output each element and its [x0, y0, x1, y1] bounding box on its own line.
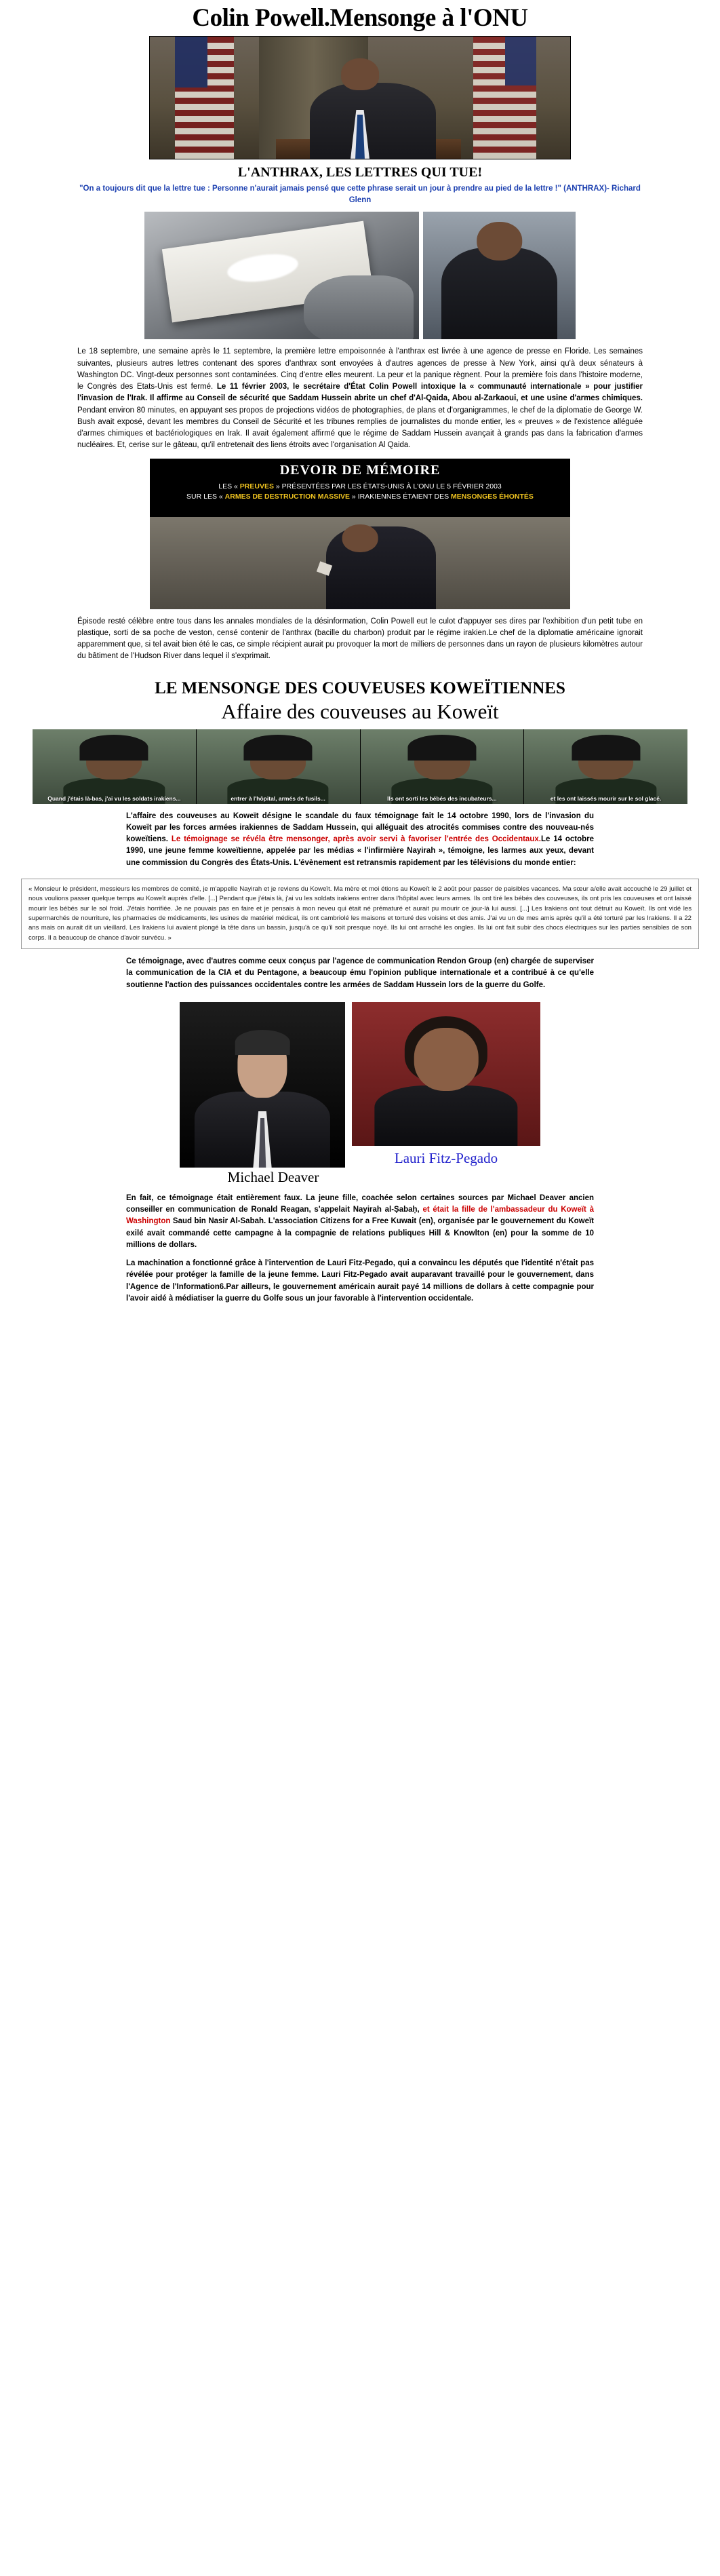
video-sub-mid: » PRÉSENTÉES PAR LES ÉTATS-UNIS À L'ONU LE 5 FÉVRIER 2003	[273, 482, 502, 491]
rendon-paragraph: Ce témoignage, avec d'autres comme ceux conçus par l'agence de communication Rendon Group (en) chargée de superviser la communication de la CIA et du Pentagone, a beaucoup ému l'opinion publique internationale et a contribué à ce qu'elle soutienne l'action des puissances occidentales contre les armées de Saddam Hussein lors de la guerre du Golfe.	[126, 957, 594, 989]
final-p1-highlight2: commandé cette campagne	[168, 1229, 274, 1237]
anthrax-photo-row	[0, 212, 720, 339]
video-sub-pre: LES «	[218, 482, 240, 491]
rendon-group-text	[126, 949, 594, 998]
final-p1a: En fait, ce témoignage était entièrement faux. La jeune fille, coachée selon certaines sources par Michael Deaver ancien conseiller en communication de Ronald Reagan, s'appelait Nayirah al-Ṣabaḥ,	[126, 1193, 594, 1214]
kuwait-heading-1: LE MENSONGE DES COUVEUSES KOWEÏTIENNES	[155, 678, 565, 697]
video-sub2-mensonges: MENSONGES ÉHONTÉS	[451, 492, 534, 501]
video-title: DEVOIR DE MÉMOIRE	[279, 462, 441, 478]
deaver-caption: Michael Deaver	[227, 1168, 319, 1185]
kuwait-heading-2: Affaire des couveuses au Koweït	[221, 699, 499, 723]
filmstrip-caption: Quand j'étais là-bas, j'ai vu les soldats irakiens...	[47, 794, 181, 802]
final-p1c: à la compagnie de relations publiques Hill & Knowlton (en) pour la somme de 10 millions de dollars.	[126, 1229, 594, 1249]
pegado-caption: Lauri Fitz-Pegado	[394, 1149, 498, 1166]
nayirah-testimony-quote: « Monsieur le président, messieurs les membres de comité, je m'appelle Nayirah et je reviens du Koweït. Ma mère et moi étions au Koweït le 2 août pour passer de paisibles vacances. Ma sœur a/elle avait accouché le 29 juillet et nous voulions passer quelque temps au Koweït auprès d'elle. [...] Pendant que j'étais là, j'ai vu les soldats irakiens entrer dans l'hôpital avec leurs armes. Ils ont tiré les bébés des couveuses, ils ont pris les couveuses et ont laissé mourir les bébés sur le sol froid. J'étais horrifiée. Je ne pouvais pas en faire et je pensais à mon neveu qui était né prématuré et aurait pu mourir ce jour-là lui aussi. [...] Les Irakiens ont tout détruit au Koweït. Ils ont vidé les supermarchés de nourriture, les pharmacies de médicaments, les usines de matériel médical, ils ont cambriolé les maisons et torturé des voisins et des amis. J'ai vu un de mes amis après qu'il a été torturé par les Irakiens. Il a 22 ans mais on aurait dit un vieillard. Les Irakiens lui avaient plongé la tête dans un bassin, jusqu'à ce qu'il soit presque noyé. Ils lui ont arraché les ongles. Ils lui ont fait subir des chocs électriques sur les parties sensibles de son corps. Il a beaucoup de chance d'avoir survécu. »	[21, 879, 699, 949]
page-title: Colin Powell.Mensonge à l'ONU	[192, 4, 528, 32]
devoir-de-memoire-video[interactable]	[150, 459, 570, 609]
anthrax-heading: L'ANTHRAX, LES LETTRES QUI TUE!	[237, 164, 483, 180]
filmstrip-frame	[197, 729, 361, 804]
colin-powell-podium-photo	[149, 36, 571, 159]
people-photo-row	[0, 998, 720, 1168]
filmstrip-caption: et les ont laissés mourir sur le sol glacé.	[550, 794, 662, 802]
powell-portrait-photo	[423, 212, 576, 339]
episode-text-block	[77, 609, 643, 670]
video-sub2-adm: ARMES DE DESTRUCTION MASSIVE	[224, 492, 351, 501]
filmstrip-frame	[33, 729, 197, 804]
filmstrip-frame	[524, 729, 687, 804]
nayirah-testimony-filmstrip	[33, 729, 687, 804]
video-sub-preuves: PREUVES	[239, 482, 274, 491]
michael-deaver-photo	[180, 1002, 345, 1168]
anthrax-article-text	[77, 339, 643, 458]
final-p2: La machination a fonctionné grâce à l'intervention de Lauri Fitz-Pegado, qui a convaincu les députés que l'identité n'était pas révélée pour protéger la famille de la jeune femme. Lauri Fitz-Pegado avait auparavant travaillé pour le gouvernement, dans l'Agence de l'Information6.Par ailleurs, le gouvernement américain aurait payé 14 millions de dollars à cette compagnie pour l'avoir aidé à médiatiser la guerre du Golfe sous un jour favorable à l'intervention occidentale.	[126, 1259, 594, 1303]
filmstrip-caption: Ils ont sorti les bébés des incubateurs...	[387, 794, 497, 802]
anthrax-paragraph-2: Le 11 février 2003, le secrétaire d'État Colin Powell intoxique la « communauté internationale » pour justifier l'invasion de l'Irak. Il affirme au Conseil de sécurité que Saddam Hussein abrite un chef d'Al-Qaida, Abou al-Zarkaoui, et une usine d'armes chimiques.	[77, 383, 643, 403]
anthrax-paragraph-1: Le 18 septembre, une semaine après le 11 septembre, la première lettre empoisonnée à l'anthrax est livrée à une agence de presse en Floride. Les semaines suivantes, plusieurs autres lettres contenant des spores d'anthrax sont envoyées à d'autres agences de presse à New York, ainsi qu'à deux sénateurs à Washington DC. Vingt-deux personnes sont contaminées. Cinq d'entre elles meurent. La peur et la panique règnent. Pour la première fois dans l'histoire moderne, le Congrès des Etats-Unis est fermé.	[77, 347, 643, 391]
video-sub2-pre: SUR LES «	[186, 492, 225, 501]
kuwait-intro-text	[126, 804, 594, 876]
filmstrip-frame	[361, 729, 525, 804]
kuwait-p1b: Le témoignage se révéla être mensonger, après avoir servi à favoriser l'entrée des Occidentaux.	[171, 835, 541, 844]
final-text-block	[126, 1186, 594, 1318]
lauri-fitz-pegado-photo	[352, 1002, 540, 1146]
filmstrip-caption: entrer à l'hôpital, armés de fusils...	[231, 794, 325, 802]
kuwait-p1a: L'affaire des couveuses au Koweït désigne le scandale du faux témoignage fait le 14 octobre 1990, lors de l'invasion du Koweït par les forces armées irakiennes de Saddam Hussein, qui alléguait des atrocités commises contre des nouveau-nés koweïtiens.	[126, 811, 594, 844]
final-p1-highlight: et était la fille de l'ambassadeur du Koweït à Washington	[126, 1206, 594, 1226]
kuwait-p1c: Le 14 octobre 1990, une jeune femme koweïtienne, appelée par les médias « l'infirmière Nayirah », témoigne, les larmes aux yeux, devant une commission du Congrès des États-Unis. L'évènement est retransmis rapidement par les télévisions du monde entier:	[126, 835, 595, 867]
anthrax-quote: "On a toujours dit que la lettre tue : Personne n'aurait jamais pensé que cette phrase serait un jour à prendre au pied de la lettre !" (ANTHRAX)- Richard Glenn	[79, 184, 641, 205]
anthrax-paragraph-3: Pendant environ 80 minutes, en appuyant ses propos de projections vidéos de photographies, de plans et d'organigrammes, le chef de la diplomatie de George W. Bush avait exposé, devant les membres du Conseil de Sécurité et les tribunes remplies de journalistes du monde entier, les « preuves » de l'existence alléguée d'armes chimiques et bactériologiques en Irak. Il avait également affirmé que le régime de Saddam Hussein avançait à grands pas dans la fabrication d'armes nucléaires. Et, cerise sur le gâteau, qu'il entretenait des liens étroits avec l'organisation Al Qaida.	[77, 406, 643, 450]
nayirah-testimony-box-wrap	[21, 879, 699, 949]
final-p1b: Saud bin Nasir Al-Sabah. L'association Citizens for a Free Kuwait (en), organisée par le gouvernement du Koweït exilé avait	[126, 1217, 594, 1237]
episode-paragraph: Épisode resté célèbre entre tous dans les annales mondiales de la désinformation, Colin Powell eut le culot d'appuyer ses dires par l'exhibition d'un petit tube en plastique, sorti de sa poche de veston, censé contenir de l'anthrax (bacille du charbon) produit par le régime irakien.Le chef de la diplomatie américaine ignorait apparemment que, si tel avait bien été le cas, ce simple récipient aurait pu provoquer la mort de milliers de personnes dans un rayon de plusieurs kilomètres autour du bâtiment de l'Hudson River dans lequel il s'exprimait.	[77, 617, 643, 661]
video-sub2-mid: » IRAKIENNES ÉTAIENT DES	[350, 492, 451, 501]
video-subtitle	[150, 482, 570, 502]
anthrax-letter-photo	[144, 212, 419, 339]
